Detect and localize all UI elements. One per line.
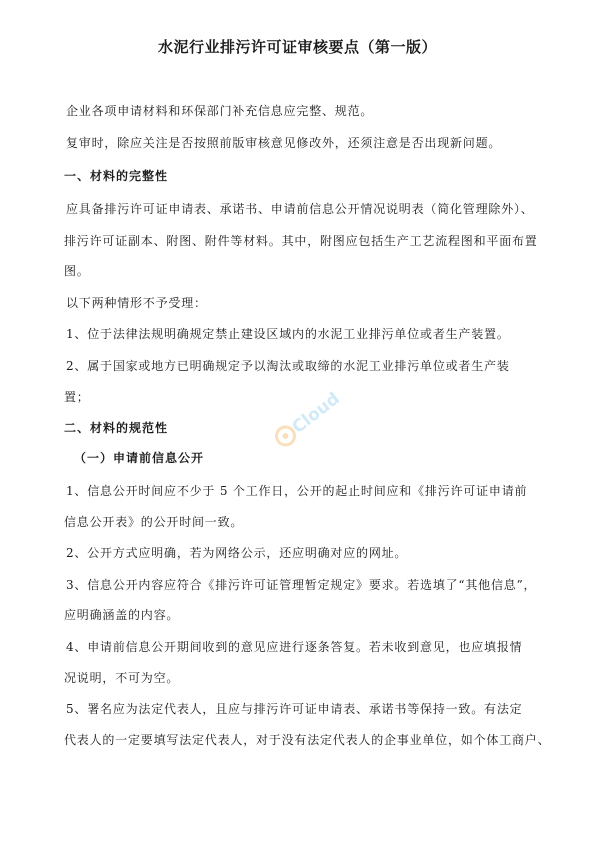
reject-intro: 以下两种情形不予受理： [66,296,207,310]
intro-paragraph-2: 复审时，除应关注是否按照前版审核意见修改外，还须注意是否出现新问题。 [66,136,502,150]
disclosure-item-1-line-1: 1、信息公开时间应不少于 5 个工作日，公开的起止时间应和《排污许可证申请前 [66,484,528,498]
section-heading-completeness: 一、材料的完整性 [64,169,169,183]
svg-text:Cloud: Cloud [288,388,344,438]
disclosure-item-3-line-2: 应明确涵盖的内容。 [64,608,180,622]
completeness-paragraph-line-2: 排污许可证副本、附图、附件等材料。其中，附图应包括生产工艺流程图和平面布置 [64,234,538,248]
section-heading-standardization: 二、材料的规范性 [64,421,169,435]
disclosure-item-1-line-2: 信息公开表》的公开时间一致。 [64,515,244,529]
reject-item-2-line-2: 置； [64,390,90,404]
disclosure-item-5-line-1: 5、署名应为法定代表人，且应与排污许可证申请表、承诺书等保持一致。有法定 [66,702,523,716]
reject-item-2-line-1: 2、属于国家或地方已明确规定予以淘汰或取缔的水泥工业排污单位或者生产装 [66,359,510,373]
disclosure-item-5-line-2: 代表人的一定要填写法定代表人，对于没有法定代表人的企事业单位，如个体工商户、 [64,733,551,747]
disclosure-item-4-line-2: 况说明，不可为空。 [64,671,180,685]
subsection-heading-info-disclosure: （一）申请前信息公开 [74,451,205,465]
disclosure-item-4-line-1: 4、申请前信息公开期间收到的意见应进行逐条答复。若未收到意见，也应填报情 [66,640,523,654]
completeness-paragraph-line-3: 图。 [64,264,90,278]
disclosure-item-2: 2、公开方式应明确，若为网络公示，还应明确对应的网址。 [66,546,408,560]
completeness-paragraph-line-1: 应具备排污许可证申请表、承诺书、申请前信息公开情况说明表（简化管理除外）、 [66,202,534,216]
intro-paragraph-1: 企业各项申请材料和环保部门补充信息应完整、规范。 [66,104,374,118]
reject-item-1: 1、位于法律法规明确规定禁止建设区域内的水泥工业排污单位或者生产装置。 [66,327,510,341]
disclosure-item-3-line-1: 3、信息公开内容应符合《排污许可证管理暂定规定》要求。若选填了“其他信息”， [66,578,537,592]
document-title: 水泥行业排污许可证审核要点（第一版） [157,38,437,56]
cloud-watermark-logo [262,380,344,462]
